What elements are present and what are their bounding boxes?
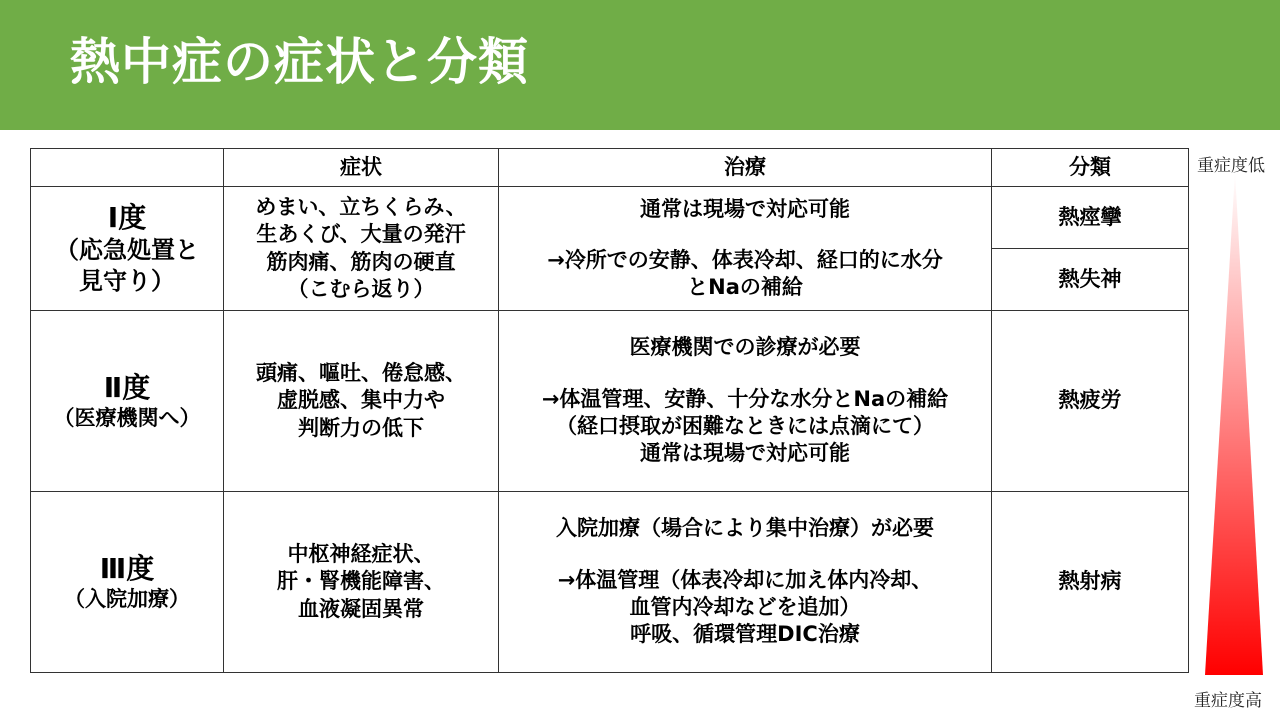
symptom-line: 中枢神経症状、 (287, 542, 435, 567)
grade-sub-label: 見守り） (79, 267, 175, 295)
grade-sub-label: （医療機関へ） (53, 405, 201, 430)
symptom-line: 生あくび、大量の発汗 (256, 222, 466, 247)
treatment-main-line: 医療機関での診療が必要 (629, 335, 861, 360)
symptoms-cell (224, 311, 499, 492)
treatment-detail-line: 通常は現場で対応可能 (640, 441, 850, 466)
symptom-line: 筋肉痛、筋肉の硬直 (266, 249, 456, 274)
treatment-main-line: 入院加療（場合により集中治療）が必要 (556, 516, 934, 541)
classification-cell: 熱失神 (992, 249, 1189, 311)
symptom-line: 肝・腎機能障害、 (277, 569, 445, 594)
treatment-cell (499, 187, 992, 311)
symptom-line: 頭痛、嘔吐、倦怠感、 (256, 361, 466, 386)
table-header-row (31, 149, 1189, 187)
treatment-main-line: 通常は現場で対応可能 (640, 196, 850, 221)
symptom-line: 虚脱感、集中力や (277, 388, 445, 413)
header-treatment: 治療 (499, 149, 992, 187)
table-row (31, 311, 1189, 492)
header-symptoms: 症状 (224, 149, 499, 187)
grade-sub-label: （応急処置と (55, 235, 199, 264)
symptoms-cell (224, 492, 499, 673)
treatment-detail-line: →冷所での安静、体表冷却、経口的に水分 (547, 247, 943, 272)
classification-cell: 熱射病 (992, 492, 1189, 673)
classification-cell: 熱痙攣 (992, 187, 1189, 249)
severity-high-label: 重症度高 (1194, 691, 1262, 711)
treatment-detail-line: 血管内冷却などを追加） (629, 595, 861, 619)
heatstroke-table (30, 148, 1189, 673)
grade-sub-label: （入院加療） (64, 586, 190, 611)
title-banner (0, 0, 1280, 130)
header-classification: 分類 (992, 149, 1189, 187)
severity-gradient-triangle (1200, 172, 1270, 678)
grade-label: Ⅱ度 (103, 370, 151, 404)
treatment-detail-line: →体温管理、安静、十分な水分とNaの補給 (541, 386, 949, 411)
table-row (31, 187, 1189, 249)
classification-cell: 熱疲労 (992, 311, 1189, 492)
grade-label: Ⅰ度 (107, 200, 147, 234)
symptom-line: 血液凝固異常 (298, 596, 424, 621)
symptom-line: （こむら返り） (287, 276, 435, 301)
grade-cell (31, 492, 224, 673)
severity-low-label: 重症度低 (1197, 156, 1265, 176)
page-title: 熱中症の症状と分類 (70, 33, 529, 91)
grade-cell (31, 311, 224, 492)
symptom-line: めまい、立ちくらみ、 (255, 194, 467, 219)
grade-label: Ⅲ度 (99, 551, 155, 585)
severity-triangle-shape (1205, 172, 1263, 675)
grade-cell (31, 187, 224, 311)
table-row (31, 492, 1189, 673)
treatment-detail-line: （経口摂取が困難なときには点滴にて） (556, 414, 934, 438)
treatment-detail-line: →体温管理（体表冷却に加え体内冷却、 (557, 567, 933, 592)
treatment-cell (499, 492, 992, 673)
treatment-detail-line: とNaの補給 (687, 275, 803, 300)
header-empty (31, 149, 224, 187)
treatment-cell (499, 311, 992, 492)
symptom-line: 判断力の低下 (298, 415, 424, 440)
symptoms-cell (224, 187, 499, 311)
treatment-detail-line: 呼吸、循環管理DIC治療 (630, 622, 860, 647)
